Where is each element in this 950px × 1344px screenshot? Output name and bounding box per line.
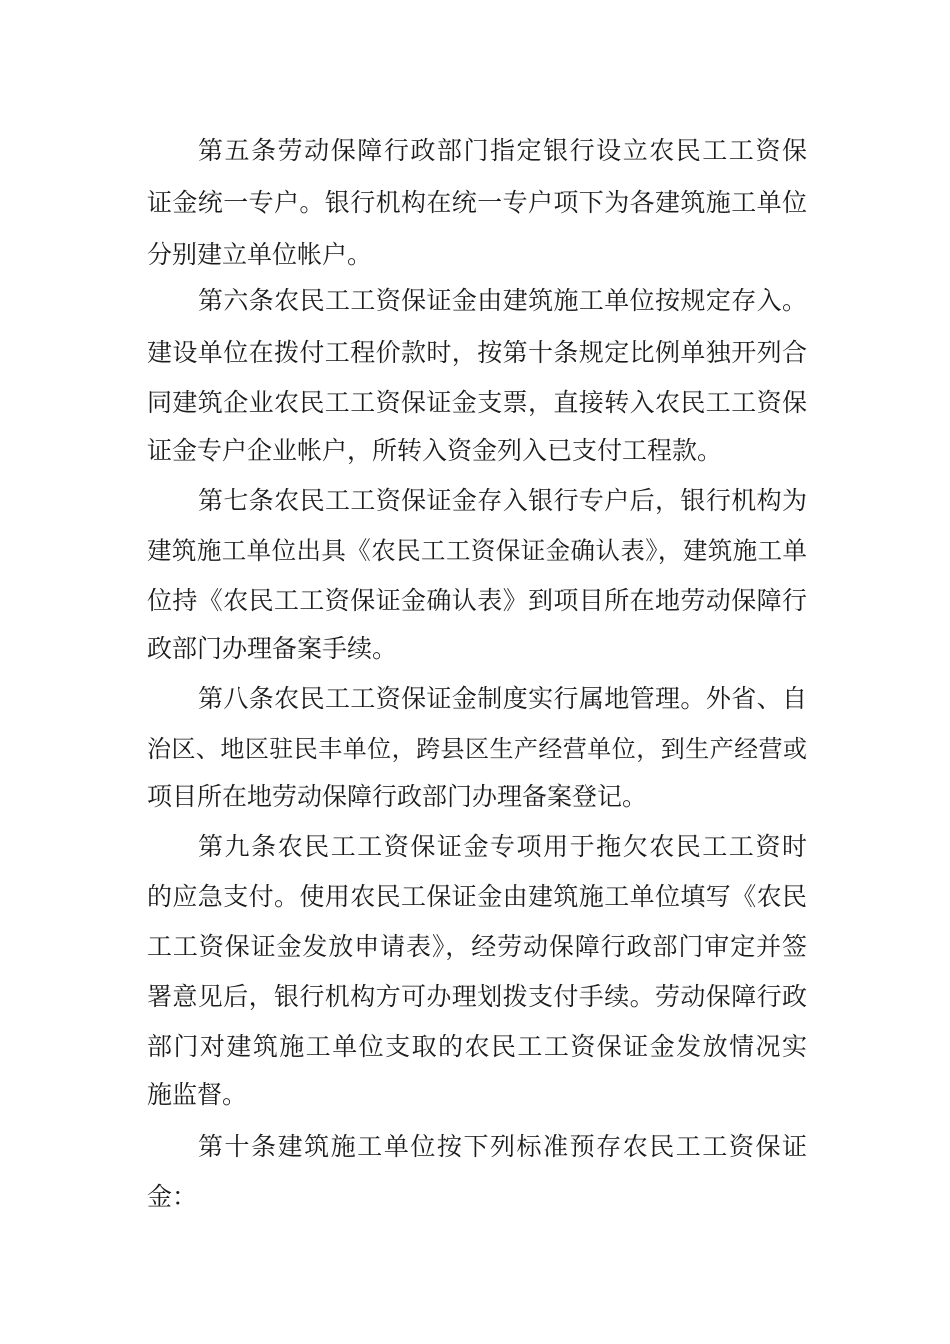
article-8-line-1: 第八条农民工工资保证金制度实行属地管理。外省、自: [198, 684, 807, 713]
article-9-line-3: 工工资保证金发放申请表》，经劳动保障行政部门审定并签: [147, 932, 807, 961]
article-9-line-6: 施监督。: [147, 1080, 248, 1109]
article-10-line-1: 第十条建筑施工单位按下列标准预存农民工工资保证: [198, 1132, 807, 1161]
article-7-line-3: 位持《农民工工资保证金确认表》到项目所在地劳动保障行: [147, 586, 807, 615]
article-6-line-2: 建设单位在拨付工程价款时，按第十条规定比例单独开列合: [147, 338, 807, 367]
article-10-line-2: 金：: [147, 1182, 198, 1211]
article-7-line-2: 建筑施工单位出具《农民工工资保证金确认表》，建筑施工单: [147, 536, 807, 565]
article-7-line-4: 政部门办理备案手续。: [147, 634, 398, 663]
article-9-line-4: 署意见后，银行机构方可办理划拨支付手续。劳动保障行政: [147, 982, 807, 1011]
article-8-line-3: 项目所在地劳动保障行政部门办理备案登记。: [147, 782, 648, 811]
article-6-line-1: 第六条农民工工资保证金由建筑施工单位按规定存入。: [198, 286, 807, 315]
article-5-line-1: 第五条劳动保障行政部门指定银行设立农民工工资保: [198, 136, 807, 165]
article-9-line-2: 的应急支付。使用农民工保证金由建筑施工单位填写《农民: [147, 882, 807, 911]
article-6-line-3: 同建筑企业农民工工资保证金支票，直接转入农民工工资保: [147, 388, 807, 417]
article-9-line-5: 部门对建筑施工单位支取的农民工工资保证金发放情况实: [147, 1032, 807, 1061]
article-9-line-1: 第九条农民工工资保证金专项用于拖欠农民工工资时: [198, 832, 807, 861]
article-7-line-1: 第七条农民工工资保证金存入银行专户后，银行机构为: [198, 486, 807, 515]
article-5-line-2: 证金统一专户。银行机构在统一专户项下为各建筑施工单位: [147, 188, 807, 217]
article-6-line-4: 证金专户企业帐户，所转入资金列入已支付工程款。: [147, 436, 723, 465]
article-5-line-3: 分别建立单位帐户。: [147, 240, 373, 269]
article-8-line-2: 治区、地区驻民丰单位，跨县区生产经营单位，到生产经营或: [147, 735, 807, 763]
